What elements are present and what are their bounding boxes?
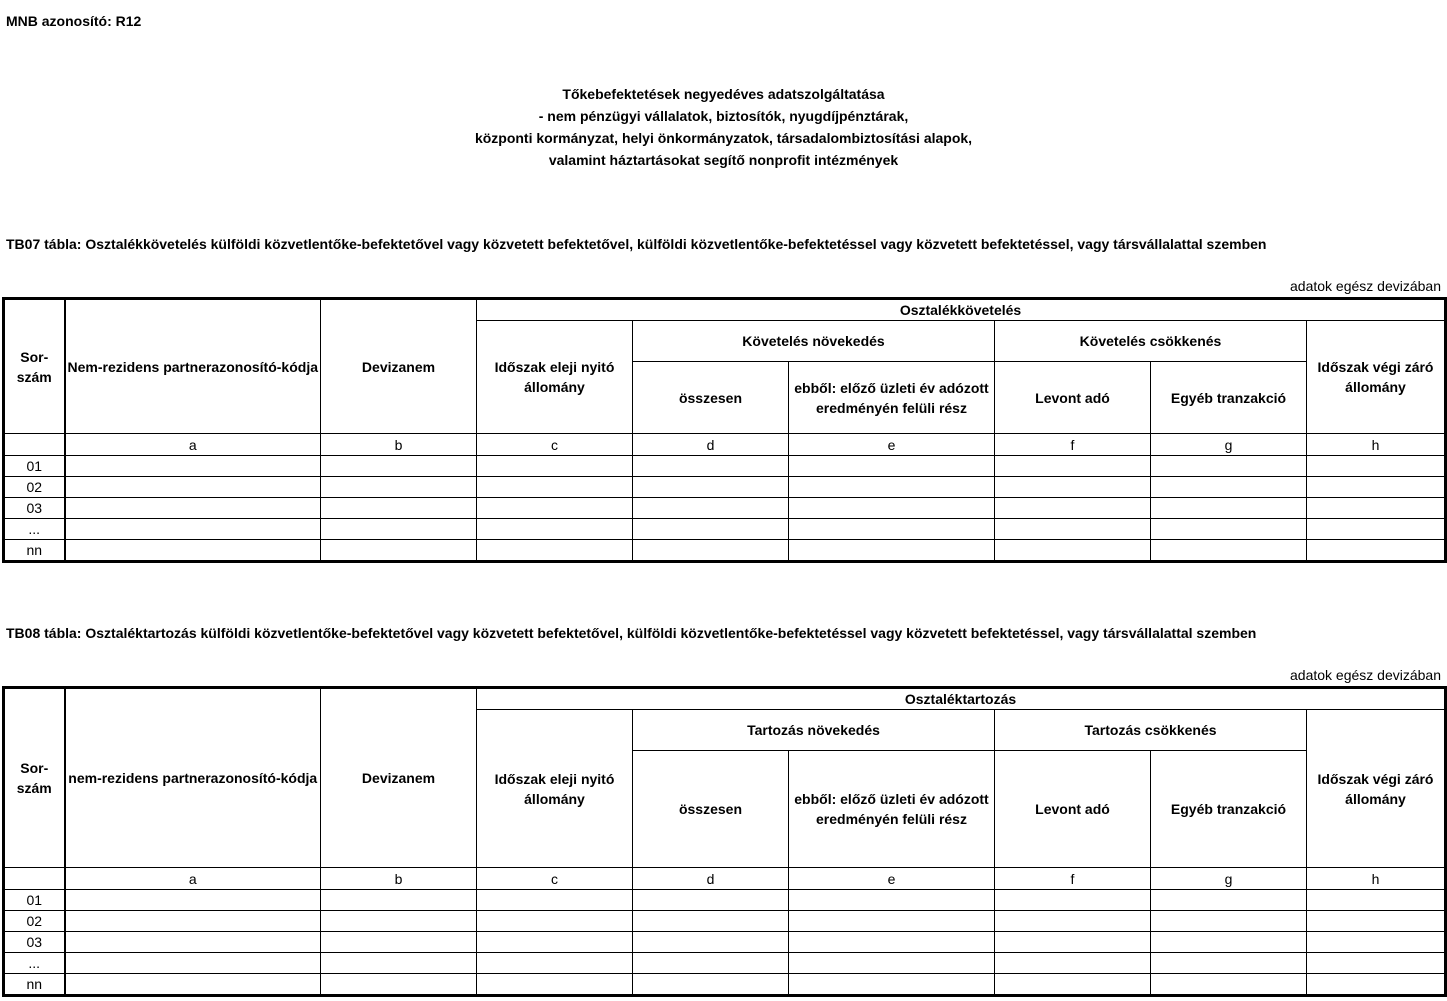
- header-egyeb-tranzakcio: Egyéb tranzakció: [1151, 751, 1307, 868]
- data-cell[interactable]: [1307, 932, 1446, 953]
- data-cell[interactable]: [789, 477, 995, 498]
- header-levont-ado: Levont adó: [995, 751, 1151, 868]
- data-cell[interactable]: [789, 498, 995, 519]
- table-row: [4, 890, 1446, 911]
- letter-cell: c: [477, 868, 633, 890]
- data-cell[interactable]: [65, 932, 321, 953]
- header-csokkenes: Követelés csökkenés: [995, 321, 1307, 362]
- data-cell[interactable]: [1151, 540, 1307, 562]
- data-cell[interactable]: [321, 540, 477, 562]
- data-cell[interactable]: [321, 974, 477, 996]
- row-number: 02: [4, 911, 65, 932]
- row-number: ...: [4, 953, 65, 974]
- letter-cell: h: [1307, 868, 1446, 890]
- data-cell[interactable]: [633, 953, 789, 974]
- mnb-identifier: MNB azonosító: R12: [6, 13, 142, 29]
- header-levont-ado: Levont adó: [995, 362, 1151, 434]
- data-cell[interactable]: [633, 519, 789, 540]
- data-cell[interactable]: [1151, 498, 1307, 519]
- data-cell[interactable]: [321, 911, 477, 932]
- data-cell[interactable]: [321, 477, 477, 498]
- data-cell[interactable]: [65, 456, 321, 477]
- letter-cell: a: [65, 868, 321, 890]
- data-cell[interactable]: [1151, 974, 1307, 996]
- header-partner-code: Nem-rezidens partnerazonosító-kódja: [65, 299, 321, 434]
- row-number: 01: [4, 890, 65, 911]
- tb08-table-title: TB08 tábla: Osztaléktartozás külföldi közvetlentőke-befektetővel vagy közvetett befektetővel, külföldi közvetlentőke-befektetéssel vagy közvetett befektetéssel, vagy társvállalattal szemben: [6, 625, 1257, 641]
- letter-cell: b: [321, 868, 477, 890]
- data-cell[interactable]: [1151, 953, 1307, 974]
- letter-cell: d: [633, 868, 789, 890]
- table-row: [4, 953, 1446, 974]
- data-cell[interactable]: [789, 911, 995, 932]
- data-cell[interactable]: [477, 456, 633, 477]
- data-cell[interactable]: [321, 890, 477, 911]
- data-cell[interactable]: [633, 477, 789, 498]
- row-number: 03: [4, 932, 65, 953]
- data-cell[interactable]: [995, 890, 1151, 911]
- data-cell[interactable]: [995, 477, 1151, 498]
- row-number: 01: [4, 456, 65, 477]
- data-cell[interactable]: [1151, 890, 1307, 911]
- data-cell[interactable]: [65, 974, 321, 996]
- data-cell[interactable]: [65, 477, 321, 498]
- letter-cell: b: [321, 434, 477, 456]
- data-cell[interactable]: [477, 498, 633, 519]
- data-cell[interactable]: [477, 974, 633, 996]
- letter-cell: [4, 868, 65, 890]
- header-group: Osztalékkövetelés: [477, 299, 1446, 321]
- letter-cell: d: [633, 434, 789, 456]
- data-cell[interactable]: [633, 932, 789, 953]
- data-cell[interactable]: [321, 456, 477, 477]
- tb07-table: [2, 297, 1447, 563]
- header-csokkenes: Tartozás csökkenés: [995, 710, 1307, 751]
- letter-cell: f: [995, 434, 1151, 456]
- table-row: [4, 540, 1446, 562]
- data-cell[interactable]: [1151, 911, 1307, 932]
- letter-cell: g: [1151, 434, 1307, 456]
- header-partner-code: nem-rezidens partnerazonosító-kódja: [65, 688, 321, 868]
- tb08-unit-note: adatok egész devizában: [1290, 667, 1441, 683]
- data-cell[interactable]: [995, 953, 1151, 974]
- row-number: nn: [4, 974, 65, 996]
- table-row: [4, 498, 1446, 519]
- data-cell[interactable]: [633, 911, 789, 932]
- data-cell[interactable]: [477, 890, 633, 911]
- data-cell[interactable]: [477, 477, 633, 498]
- data-cell[interactable]: [1307, 911, 1446, 932]
- data-cell[interactable]: [477, 911, 633, 932]
- header-zaro: Időszak végi záró állomány: [1307, 710, 1446, 868]
- data-cell[interactable]: [995, 540, 1151, 562]
- row-number: 03: [4, 498, 65, 519]
- data-cell[interactable]: [995, 911, 1151, 932]
- header-egyeb-tranzakcio: Egyéb tranzakció: [1151, 362, 1307, 434]
- report-title-line: valamint háztartásokat segítő nonprofit intézmények: [548, 152, 899, 168]
- data-cell[interactable]: [633, 540, 789, 562]
- report-title-line: Tőkebefektetések negyedéves adatszolgáltatása: [562, 86, 885, 102]
- header-novekedes: Követelés növekedés: [633, 321, 995, 362]
- data-cell[interactable]: [789, 932, 995, 953]
- letter-cell: f: [995, 868, 1151, 890]
- data-cell[interactable]: [789, 974, 995, 996]
- data-cell[interactable]: [1307, 477, 1446, 498]
- data-cell[interactable]: [995, 519, 1151, 540]
- data-cell[interactable]: [65, 519, 321, 540]
- header-nyito: Időszak eleji nyitó állomány: [477, 710, 633, 868]
- header-devizanem: Devizanem: [321, 688, 477, 868]
- data-cell[interactable]: [1307, 540, 1446, 562]
- data-cell[interactable]: [633, 456, 789, 477]
- tb07-unit-note: adatok egész devizában: [1290, 278, 1441, 294]
- data-cell[interactable]: [1151, 932, 1307, 953]
- header-osszesen: összesen: [633, 751, 789, 868]
- data-cell[interactable]: [321, 498, 477, 519]
- data-cell[interactable]: [995, 974, 1151, 996]
- letter-cell: e: [789, 868, 995, 890]
- data-cell[interactable]: [65, 498, 321, 519]
- table-row: [4, 932, 1446, 953]
- letter-cell: h: [1307, 434, 1446, 456]
- data-cell[interactable]: [1307, 953, 1446, 974]
- data-cell[interactable]: [633, 890, 789, 911]
- data-cell[interactable]: [477, 540, 633, 562]
- data-cell[interactable]: [789, 456, 995, 477]
- data-cell[interactable]: [65, 540, 321, 562]
- letter-cell: a: [65, 434, 321, 456]
- data-cell[interactable]: [789, 519, 995, 540]
- row-number: 02: [4, 477, 65, 498]
- data-cell[interactable]: [65, 890, 321, 911]
- table-row: [4, 911, 1446, 932]
- report-title: [0, 83, 1447, 171]
- data-cell[interactable]: [633, 974, 789, 996]
- data-cell[interactable]: [321, 953, 477, 974]
- data-cell[interactable]: [1307, 456, 1446, 477]
- data-cell[interactable]: [1151, 477, 1307, 498]
- data-cell[interactable]: [1151, 519, 1307, 540]
- header-novekedes: Tartozás növekedés: [633, 710, 995, 751]
- data-cell[interactable]: [321, 519, 477, 540]
- data-cell[interactable]: [65, 911, 321, 932]
- data-cell[interactable]: [477, 932, 633, 953]
- report-title-line: központi kormányzat, helyi önkormányzatok, társadalombiztosítási alapok,: [474, 130, 973, 146]
- header-ebbol: ebből: előző üzleti év adózott eredményén felüli rész: [789, 751, 995, 868]
- data-cell[interactable]: [1151, 456, 1307, 477]
- tb08-table: [2, 686, 1447, 997]
- header-nyito: Időszak eleji nyitó állomány: [477, 321, 633, 434]
- header-sorszam: Sor-szám: [4, 299, 65, 434]
- data-cell[interactable]: [789, 540, 995, 562]
- letter-cell: g: [1151, 868, 1307, 890]
- data-cell[interactable]: [633, 498, 789, 519]
- data-cell[interactable]: [789, 890, 995, 911]
- letter-cell: [4, 434, 65, 456]
- table-row: [4, 974, 1446, 996]
- data-cell[interactable]: [1307, 519, 1446, 540]
- data-cell[interactable]: [1307, 890, 1446, 911]
- letter-cell: e: [789, 434, 995, 456]
- row-number: ...: [4, 519, 65, 540]
- data-cell[interactable]: [477, 953, 633, 974]
- header-zaro: Időszak végi záró állomány: [1307, 321, 1446, 434]
- report-title-line: - nem pénzügyi vállalatok, biztosítók, nyugdíjpénztárak,: [538, 108, 909, 124]
- data-cell[interactable]: [995, 456, 1151, 477]
- data-cell[interactable]: [1307, 974, 1446, 996]
- header-sorszam: Sor-szám: [4, 688, 65, 868]
- tb07-table-title: TB07 tábla: Osztalékkövetelés külföldi közvetlentőke-befektetővel vagy közvetett befektetővel, külföldi közvetlentőke-befektetéssel vagy közvetett befektetéssel, vagy társvállalattal szemben: [6, 236, 1267, 252]
- data-cell[interactable]: [1307, 498, 1446, 519]
- table-row: [4, 477, 1446, 498]
- data-cell[interactable]: [477, 519, 633, 540]
- data-cell[interactable]: [321, 932, 477, 953]
- data-cell[interactable]: [995, 932, 1151, 953]
- data-cell[interactable]: [789, 953, 995, 974]
- header-devizanem: Devizanem: [321, 299, 477, 434]
- row-number: nn: [4, 540, 65, 562]
- header-group: Osztaléktartozás: [477, 688, 1446, 710]
- table-row: [4, 519, 1446, 540]
- data-cell[interactable]: [65, 953, 321, 974]
- letter-cell: c: [477, 434, 633, 456]
- data-cell[interactable]: [995, 498, 1151, 519]
- table-row: [4, 456, 1446, 477]
- header-osszesen: összesen: [633, 362, 789, 434]
- header-ebbol: ebből: előző üzleti év adózott eredményén felüli rész: [789, 362, 995, 434]
